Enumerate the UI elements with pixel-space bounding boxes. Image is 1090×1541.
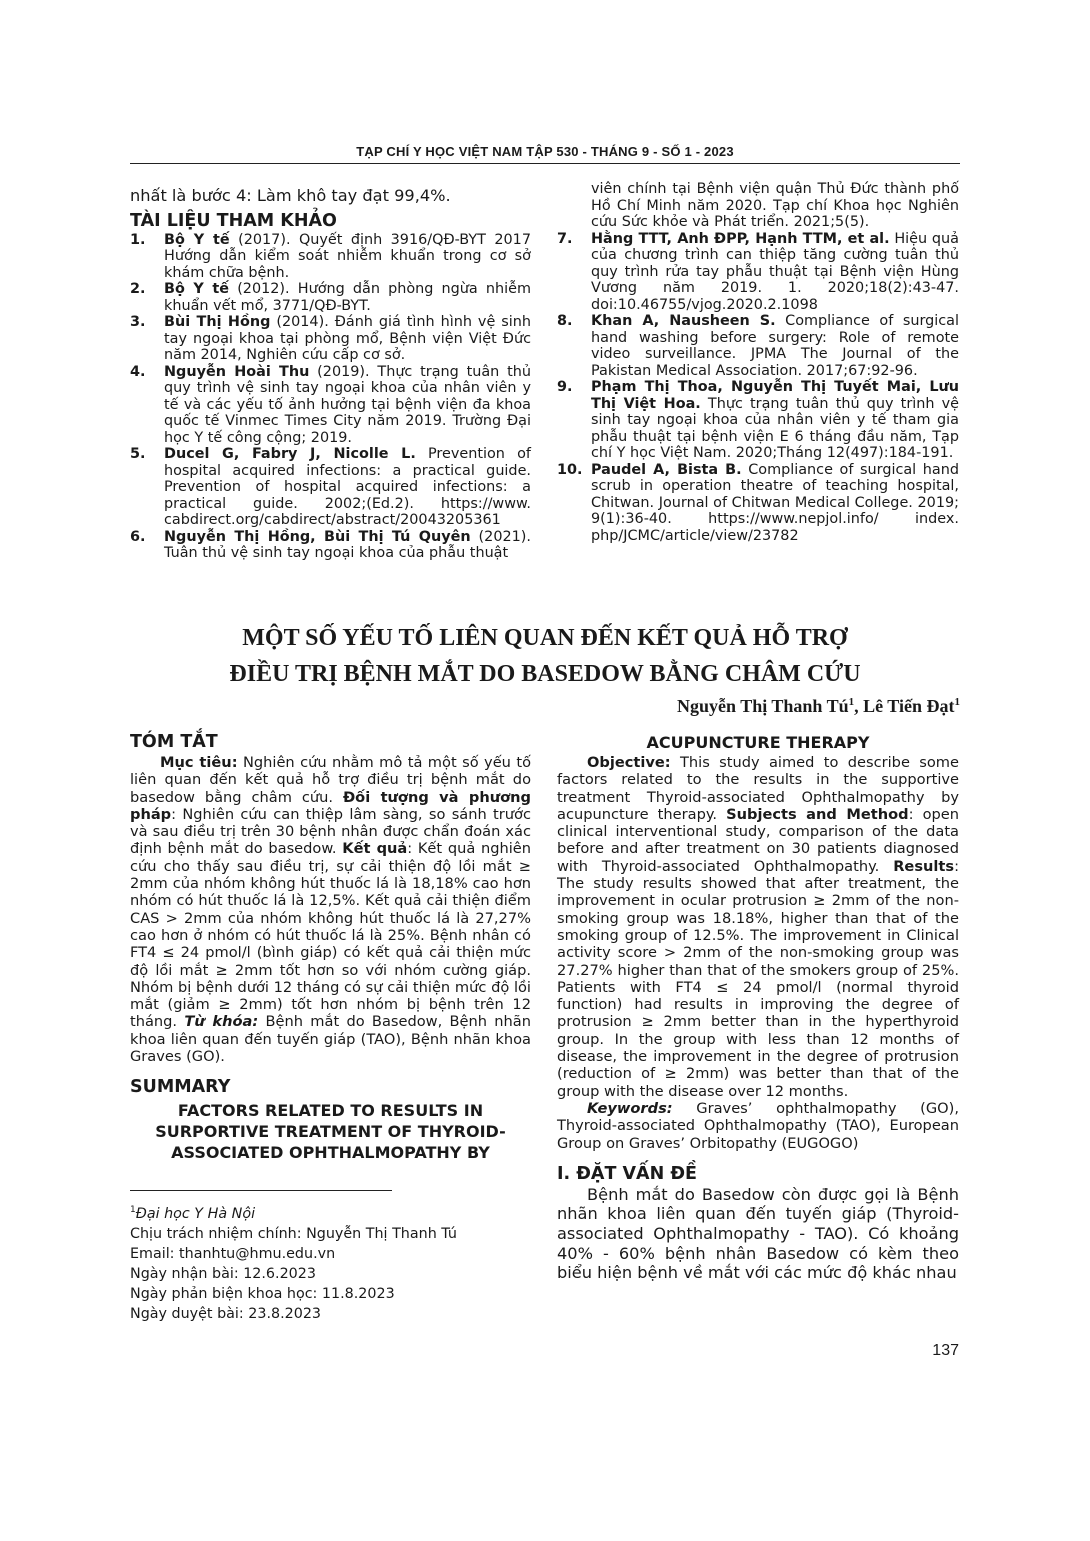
label-muc-tieu: Mục tiêu: (160, 754, 238, 771)
reference-text: Prevention of hospital acquired infections: a practical guide. Prevention of hospital acquired infections: a practical guide. 2002;(Ed.2). https://www. cabdirect.org/cabdirect/abstract/20043205361 (164, 446, 531, 528)
reference-item (130, 232, 531, 282)
reference-item (130, 314, 531, 364)
footnote-email: Email: thanhtu@hmu.edu.vn (130, 1245, 336, 1262)
footnote-reviewed: Ngày phản biện khoa học: 11.8.2023 (130, 1285, 395, 1302)
reference-author: Hằng TTT, Anh ĐPP, Hạnh TTM, et al. (591, 230, 890, 247)
label-keywords: Keywords: (587, 1099, 673, 1117)
reference-text: Compliance of surgical hand washing before surgery: Role of remote video surveillance. JPMA The Journal of the Pakistan Medical Association. 2017;67:92-96. (591, 313, 959, 379)
text-muc-tieu: Nghiên cứu nhằm mô tả một số yếu tố liên quan đến kết quả hỗ trợ điều trị bệnh mắt do basedow bằng châm cứu. (130, 754, 532, 806)
reference-number: 5. (130, 446, 146, 462)
article-title-line-1: MỘT SỐ YẾU TỐ LIÊN QUAN ĐẾN KẾT QUẢ HỖ TRỢ (242, 625, 848, 651)
references-left-column (130, 186, 531, 562)
en-title-block (130, 1100, 531, 1163)
reference-item (130, 364, 531, 447)
reference-number: 3. (130, 314, 146, 330)
reference-item (557, 462, 959, 545)
label-results: Results (893, 857, 955, 875)
reference-author: Phạm Thị Thoa, Nguyễn Thị Tuyết Mai, Lưu Thị Việt Hoa. (591, 379, 959, 412)
reference-number: 9. (557, 379, 573, 395)
label-subjects: Subjects and Method (726, 805, 909, 823)
text-subjects: : open clinical interventional study, comparison of the data before and after treatment on 30 patients diagnosed with Thyroid-associated Ophthalmopathy. (557, 805, 959, 875)
running-header: TẠP CHÍ Y HỌC VIỆT NAM TẬP 530 - THÁNG 9 - SỐ 1 - 2023 (356, 144, 734, 159)
page-number: 137 (932, 1342, 959, 1359)
reference-6-continuation (557, 181, 959, 231)
vn-abstract-body (130, 754, 531, 1065)
text-results: : The study results showed that after treatment, the improvement in ocular protrusion ≥ 2mm of the non-smoking group was 18.18%, higher than that of the smoking group of 12.5%. The improvement in Clinical activity score > 2mm of the non-smoking group was 27.27% higher than that of the smokers group of 25%. Patients with FT4 ≤ 24 pmol/l (normal thyroid function) had results in improving the degree of protrusion ≥ 2mm better than in the hyperthyroid group. In the group with less than 12 months of disease, the improvement in the degree of protrusion (reduction of ≥ 2mm) was better than that of the group with the disease over 12 months. (557, 857, 959, 1100)
label-ket-qua: Kết quả (342, 840, 408, 858)
reference-text: Compliance of surgical hand scrub in operation theatre of teaching hospital, Chitwan. Journal of Chitwan Medical College. 2019; 9(1):36-40. https://www.nepjol.info/ index. php/JCMC/article/view/23782 (591, 461, 959, 544)
footnote-rule (130, 1190, 392, 1191)
reference-text: (2019). Thực trạng tuân thủ quy trình vệ sinh tay ngoại khoa của nhân viên y tế và các yếu tố ảnh hưởng tại bệnh viện đa khoa quốc tế Vinmec Times City năm 2019. Trường Đại học Y tế công cộng; 2019. (164, 363, 531, 446)
references-heading: TÀI LIỆU THAM KHẢO (130, 210, 337, 231)
article-title (130, 620, 960, 692)
footnote-affiliation-name: Đại học Y Hà Nội (135, 1205, 256, 1222)
text-ket-qua: : Kết quả nghiên cứu cho thấy sau điều trị, sự cải thiện độ lồi mắt ≥ 2mm của nhóm không hút thuốc lá là 18,18% cao hơn nhóm có hút thuốc lá là 12,5%. Kết quả cải thiện điểm CAS > 2mm của nhóm không hút thuốc lá là 27,27% cao hơn ở nhóm có hút thuốc lá là 25%. Bệnh nhân có FT4 ≤ 24 pmol/l (bình giáp) có kết quả cải thiện mức độ lồi mắt ≥ 2mm tốt hơn so với nhóm cường giáp. Nhóm bị bệnh dưới 12 tháng có sự cải thiện mức độ lồi mắt (giảm ≥ 2mm) tốt hơn nhóm bị bệnh trên 12 tháng. (130, 840, 532, 1031)
reference-author: Paudel A, Bista B. (591, 461, 742, 478)
en-summary-body (557, 754, 959, 1100)
en-title-line-3: ASSOCIATED OPHTHALMOPATHY BY (171, 1143, 490, 1163)
label-tu-khoa: Từ khóa: (184, 1013, 259, 1031)
reference-6-continued-text: viên chính tại Bệnh viện quận Thủ Đức thành phố Hồ Chí Minh năm 2020. Tạp chí Khoa học Nghiên cứu Sức khỏe và Phát triển. 2021;5(5). (591, 181, 959, 230)
abstract-left-column (130, 734, 531, 1163)
reference-number: 1. (130, 231, 146, 248)
intro-text: Bệnh mắt do Basedow còn được gọi là Bệnh nhãn khoa liên quan đến tuyến giáp (Thyroid-associated Ophthalmopathy - TAO). Có khoảng 40% - 60% bệnh nhân Basedow có kèm theo biểu hiện bệnh về mắt với các mức độ khác nhau (557, 1184, 959, 1283)
reference-list-right (557, 231, 959, 545)
reference-number: 2. (130, 281, 146, 297)
reference-item (130, 529, 531, 562)
reference-author: Bộ Y tế (164, 231, 230, 248)
vn-abstract-heading: TÓM TẮT (130, 732, 218, 752)
reference-item (557, 313, 959, 379)
text-objective: This study aimed to describe some factors related to the results in the supportive treatment Thyroid-associated Ophthalmopathy by acupuncture therapy. (557, 754, 959, 823)
text-keywords: Graves’ ophthalmopathy (GO), Thyroid-associated Ophthalmopathy (TAO), European Group on Graves’ Orbitopathy (EUGOGO) (557, 1099, 959, 1152)
header-rule (130, 163, 960, 164)
footnote-affiliation (130, 1200, 531, 1224)
reference-item (130, 281, 531, 314)
label-doi-tuong: Đối tượng và phương pháp (130, 788, 531, 823)
intro-heading: I. ĐẶT VẤN ĐỀ (557, 1163, 697, 1184)
reference-item (557, 379, 959, 462)
reference-text: Thực trạng tuân thủ quy trình vệ sinh tay ngoại khoa của nhân viên y tế tham gia phẫu thuật tại bệnh viện E 6 tháng đầu năm, Tạp chí Y học Việt Nam. 2020;Tháng 12(497):184-191. (591, 395, 960, 461)
references-right-column (557, 181, 959, 544)
reference-number: 8. (557, 313, 573, 329)
reference-text: Hiệu quả của chương trình can thiệp tăng cường tuân thủ quy trình rửa tay phẫu thuật tại Bệnh viện Hùng Vương năm 2019. 1. 2020;18(2):43-47. doi:10.46755/vjog.2020.2.1098 (591, 230, 959, 313)
en-keywords (557, 1100, 959, 1152)
footnote-received: Ngày nhận bài: 12.6.2023 (130, 1265, 316, 1282)
reference-text: (2012). Hướng dẫn phòng ngừa nhiễm khuẩn vết mổ, 3771/QĐ-BYT. (164, 281, 531, 314)
summary-right-column (557, 733, 959, 1283)
en-title-line-4: ACUPUNCTURE THERAPY (646, 733, 870, 752)
text-tu-khoa: Bệnh mắt do Basedow, Bệnh nhãn khoa liên quan đến tuyến giáp (TAO), Bệnh nhãn khoa Graves (GO). (130, 1013, 531, 1066)
en-summary-heading: SUMMARY (130, 1077, 231, 1098)
footnote-affiliation-sup: 1 (130, 1205, 136, 1215)
reference-text: (2021). Tuân thủ vệ sinh tay ngoại khoa của phẫu thuật (164, 528, 531, 561)
en-title-line-1: FACTORS RELATED TO RESULTS IN (177, 1101, 484, 1121)
reference-author: Nguyễn Hoài Thu (164, 363, 310, 380)
reference-list-left (130, 232, 531, 562)
author-1: Nguyễn Thị Thanh Tú (677, 696, 849, 716)
reference-number: 6. (130, 528, 146, 545)
text-doi-tuong: : Nghiên cứu can thiệp lâm sàng, so sánh trước và sau điều trị trên 30 bệnh nhân được chẩn đoán xác định bệnh mắt do basedow. (130, 805, 531, 858)
author-1-affiliation: 1 (848, 696, 855, 708)
footnote-accepted: Ngày duyệt bài: 23.8.2023 (130, 1305, 322, 1322)
reference-author: Khan A, Nausheen S. (591, 313, 776, 329)
reference-text: (2014). Đánh giá tình hình vệ sinh tay ngoại khoa tại phòng mổ, Bệnh viện Việt Đức năm 2014, Nghiên cứu cấp cơ sở. (164, 314, 531, 363)
reference-author: Nguyễn Thị Hồng, Bùi Thị Tú Quyên (164, 528, 471, 545)
reference-number: 10. (557, 461, 583, 478)
reference-item (557, 231, 959, 314)
reference-number: 7. (557, 230, 573, 247)
author-2-affiliation: 1 (954, 696, 960, 708)
reference-item (130, 446, 531, 529)
footnote-corresponding: Chịu trách nhiệm chính: Nguyễn Thị Thanh Tú (130, 1225, 457, 1242)
footnote (130, 1200, 531, 1324)
reference-author: Bộ Y tế (164, 281, 230, 297)
label-objective: Objective: (587, 754, 671, 771)
article-title-line-2: ĐIỀU TRỊ BỆNH MẮT DO BASEDOW BẰNG CHÂM CỨU (229, 661, 861, 687)
reference-author: Ducel G, Fabry J, Nicolle L. (164, 446, 416, 462)
en-title-line-2: SURPORTIVE TREATMENT OF THYROID- (155, 1122, 506, 1142)
author-2: Lê Tiến Đạt (863, 696, 955, 716)
reference-author: Bùi Thị Hồng (164, 314, 271, 330)
author-line (677, 696, 960, 717)
reference-text: (2017). Quyết định 3916/QĐ-BYT 2017 Hướng dẫn kiểm soát nhiễm khuẩn trong cơ sở khám chữa bệnh. (164, 231, 531, 281)
author-separator: , (854, 696, 864, 716)
previous-article-closing-line: nhất là bước 4: Làm khô tay đạt 99,4%. (130, 186, 451, 205)
reference-number: 4. (130, 363, 146, 380)
